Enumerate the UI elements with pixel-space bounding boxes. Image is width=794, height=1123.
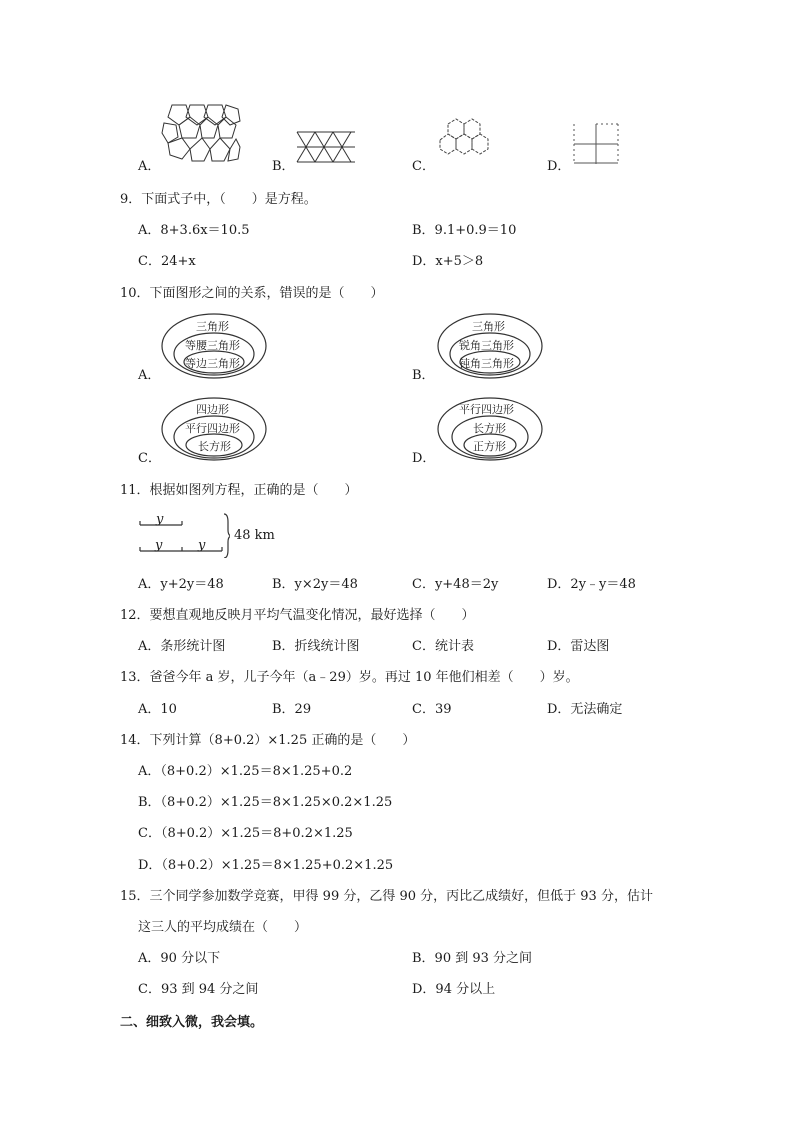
q11-option-d[interactable]: D．2y﹣y＝48 [547, 577, 636, 592]
q10-d-inner-label: 正方形 [473, 440, 506, 453]
q11-option-c[interactable]: C．y+48＝2y [412, 577, 499, 592]
q15-stem-line-1: 15．三个同学参加数学竞赛，甲得 99 分，乙得 90 分，丙比乙成绩好，但低于 93 分，估计 [120, 889, 653, 904]
section-2-heading: 二、细致入微，我会填。 [120, 1015, 264, 1030]
hexagon-tiling-figure [436, 116, 492, 164]
triangle-tiling-figure [296, 130, 356, 166]
square-grid-figure [570, 120, 622, 166]
q10-c-outer-label: 四边形 [196, 403, 229, 416]
q10-option-a-label[interactable]: A． [138, 368, 161, 383]
q10-option-c-label[interactable]: C． [138, 451, 161, 466]
q11-option-a[interactable]: A．y+2y＝48 [138, 577, 224, 592]
q11-bottom-segment-label-1: y [155, 538, 163, 553]
pentagon-tiling-figure [160, 103, 242, 165]
q10-d-outer-label: 平行四边形 [459, 403, 514, 416]
q11-option-b[interactable]: B．y×2y＝48 [272, 577, 358, 592]
q15-option-c[interactable]: C．93 到 94 分之间 [138, 982, 259, 997]
q13-option-b[interactable]: B．29 [272, 702, 312, 717]
q10-c-middle-label: 平行四边形 [185, 422, 240, 435]
q13-stem: 13．爸爸今年 a 岁，儿子今年（a﹣29）岁。再过 10 年他们相差（ ）岁。 [120, 670, 579, 685]
q10-a-inner-label: 等边三角形 [185, 357, 240, 370]
q12-option-c[interactable]: C．统计表 [412, 639, 474, 654]
q10-b-middle-label: 锐角三角形 [459, 339, 514, 352]
q11-total-length-label: 48 km [234, 528, 275, 543]
q15-option-b[interactable]: B．90 到 93 分之间 [412, 951, 533, 966]
q11-top-segment-label: y [156, 512, 164, 527]
q13-option-d[interactable]: D．无法确定 [547, 702, 623, 717]
q8-option-b-label: B． [272, 159, 295, 174]
q11-bottom-segment-label-2: y [198, 538, 206, 553]
q10-a-outer-label: 三角形 [196, 320, 229, 333]
q15-option-d[interactable]: D．94 分以上 [412, 982, 496, 997]
q14-option-b[interactable]: B．（8+0.2）×1.25＝8×1.25×0.2×1.25 [138, 795, 393, 810]
q11-segment-diagram [138, 510, 230, 558]
q10-d-middle-label: 长方形 [473, 422, 506, 435]
q14-option-c[interactable]: C．（8+0.2）×1.25＝8+0.2×1.25 [138, 826, 353, 841]
q8-option-a-label: A． [138, 159, 161, 174]
q9-option-a[interactable]: A．8+3.6x＝10.5 [138, 223, 250, 238]
q13-option-a[interactable]: A．10 [138, 702, 177, 717]
q10-b-inner-label: 钝角三角形 [459, 357, 514, 370]
q10-stem: 10．下面图形之间的关系，错误的是（ ） [120, 286, 384, 301]
q15-stem-line-2: 这三人的平均成绩在（ ） [138, 920, 308, 935]
q10-a-middle-label: 等腰三角形 [185, 339, 240, 352]
q14-option-d[interactable]: D．（8+0.2）×1.25＝8×1.25+0.2×1.25 [138, 858, 394, 873]
q9-stem: 9．下面式子中，（ ）是方程。 [120, 192, 317, 207]
q10-option-d-label[interactable]: D． [412, 451, 436, 466]
q9-option-c[interactable]: C．24+x [138, 254, 196, 269]
q12-option-b[interactable]: B．折线统计图 [272, 639, 360, 654]
q9-option-d[interactable]: D．x+5＞8 [412, 254, 484, 269]
q12-option-a[interactable]: A．条形统计图 [138, 639, 226, 654]
q11-stem: 11．根据如图列方程，正确的是（ ） [120, 483, 358, 498]
q12-option-d[interactable]: D．雷达图 [547, 639, 610, 654]
q10-c-inner-label: 长方形 [198, 440, 231, 453]
q13-option-c[interactable]: C．39 [412, 702, 452, 717]
q8-option-c-label: C． [412, 159, 435, 174]
q12-stem: 12．要想直观地反映月平均气温变化情况，最好选择（ ） [120, 608, 475, 623]
q10-option-b-label[interactable]: B． [412, 368, 435, 383]
q14-stem: 14．下列计算（8+0.2）×1.25 正确的是（ ） [120, 733, 416, 748]
q8-option-d-label: D． [547, 159, 571, 174]
q9-option-b[interactable]: B．9.1+0.9＝10 [412, 223, 517, 238]
q10-b-outer-label: 三角形 [472, 320, 505, 333]
q14-option-a[interactable]: A．（8+0.2）×1.25＝8×1.25+0.2 [138, 764, 353, 779]
q15-option-a[interactable]: A．90 分以下 [138, 951, 221, 966]
